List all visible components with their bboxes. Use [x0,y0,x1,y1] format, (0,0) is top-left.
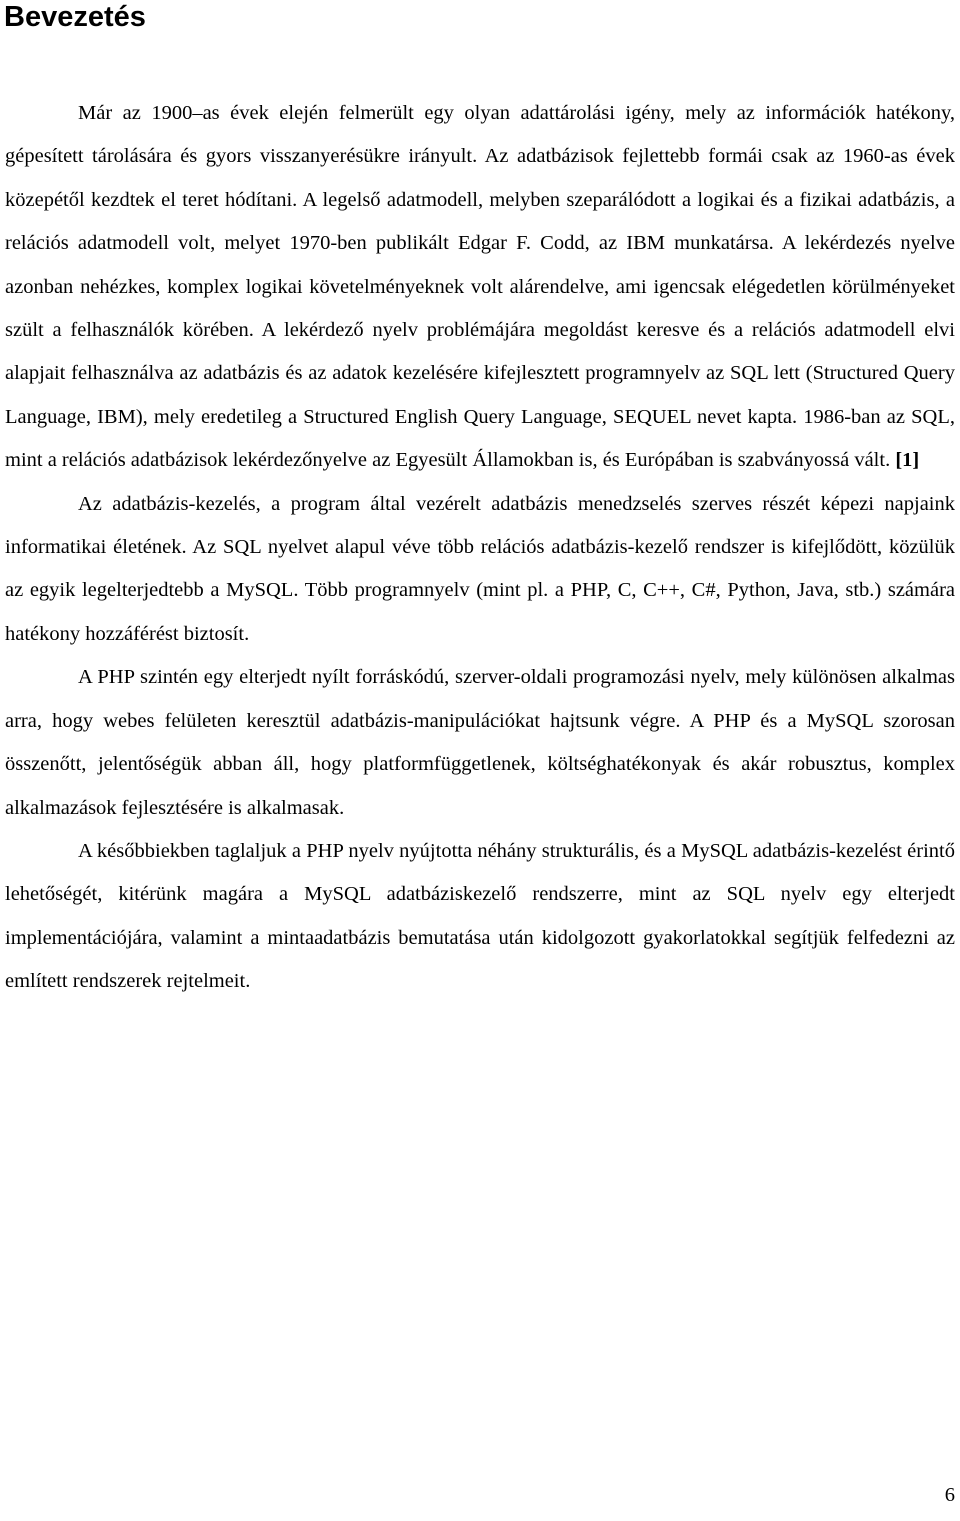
paragraph-outline [5,830,955,1004]
paragraph-text: Az adatbázis-kezelés, a program által vezérelt adatbázis menedzselés szerves részét képezi napjaink informatikai életének. Az SQL nyelvet alapul véve több relációs adatbázis-kezelő rendszer is kifejlődött, közülük az egyik legelterjedtebb a MySQL. Több programnyelv (mint pl. a PHP, C, C++, C#, Python, Java, stb.) számára hatékony hozzáférést biztosít. [5,492,955,645]
body-text [5,92,955,1004]
paragraph-database-management [5,483,955,657]
citation-reference: [1] [895,449,920,472]
paragraph-text: A későbbiekben taglaljuk a PHP nyelv nyújtotta néhány strukturális, és a MySQL adatbázis-kezelést érintő lehetőségét, kitérünk magára a MySQL adatbáziskezelő rendszerre, mint az SQL nyelv egy elterjedt implementációjára, valamint a mintaadatbázis bemutatása után kidolgozott gyakorlatokkal segítjük felfedezni az említett rendszerek rejtelmeit. [5,839,955,993]
paragraph-text: A PHP szintén egy elterjedt nyílt forráskódú, szerver-oldali programozási nyelv, mely különösen alkalmas arra, hogy webes felületen keresztül adatbázis-manipulációkat hajtsunk végre. A PHP és a MySQL szorosan összenőtt, jelentőségük abban áll, hogy platformfüggetlenek, költséghatékonyak és akár robusztus, komplex alkalmazások fejlesztésére is alkalmasak. [5,666,955,819]
paragraph-php [5,656,955,830]
page-number: 6 [944,1484,955,1506]
section-heading: Bevezetés [4,1,146,33]
paragraph-history [5,92,955,483]
paragraph-text: Már az 1900–as évek elején felmerült egy olyan adattárolási igény, mely az információk hatékony, gépesített tárolására és gyors visszanyerésükre irányult. Az adatbázisok fejlettebb formái csak az 1960-as évek közepétől kezdtek el teret hódítani. A legelső adatmodell, melyben szeparálódott a logikai és a fizikai adatbázis, a relációs adatmodell volt, melyet 1970-ben publikált Edgar F. Codd, az IBM munkatársa. A lekérdezés nyelve azonban nehézkes, komplex logikai követelményeknek volt alárendelve, ami igencsak elégedetlen körülményeket szült a felhasználók körében. A lekérdező nyelv problémájára megoldást keresve és a relációs adatmodell elvi alapjait felhasználva az adatbázis és az adatok kezelésére kifejlesztett programnyelv az SQL lett (Structured Query Language, IBM), mely eredetileg a Structured English Query Language, SEQUEL nevet kapta. 1986-ban az SQL, mint a relációs adatbázisok lekérdezőnyelve az Egyesült Államokban is, és Európában is szabványossá vált. [5,102,955,472]
